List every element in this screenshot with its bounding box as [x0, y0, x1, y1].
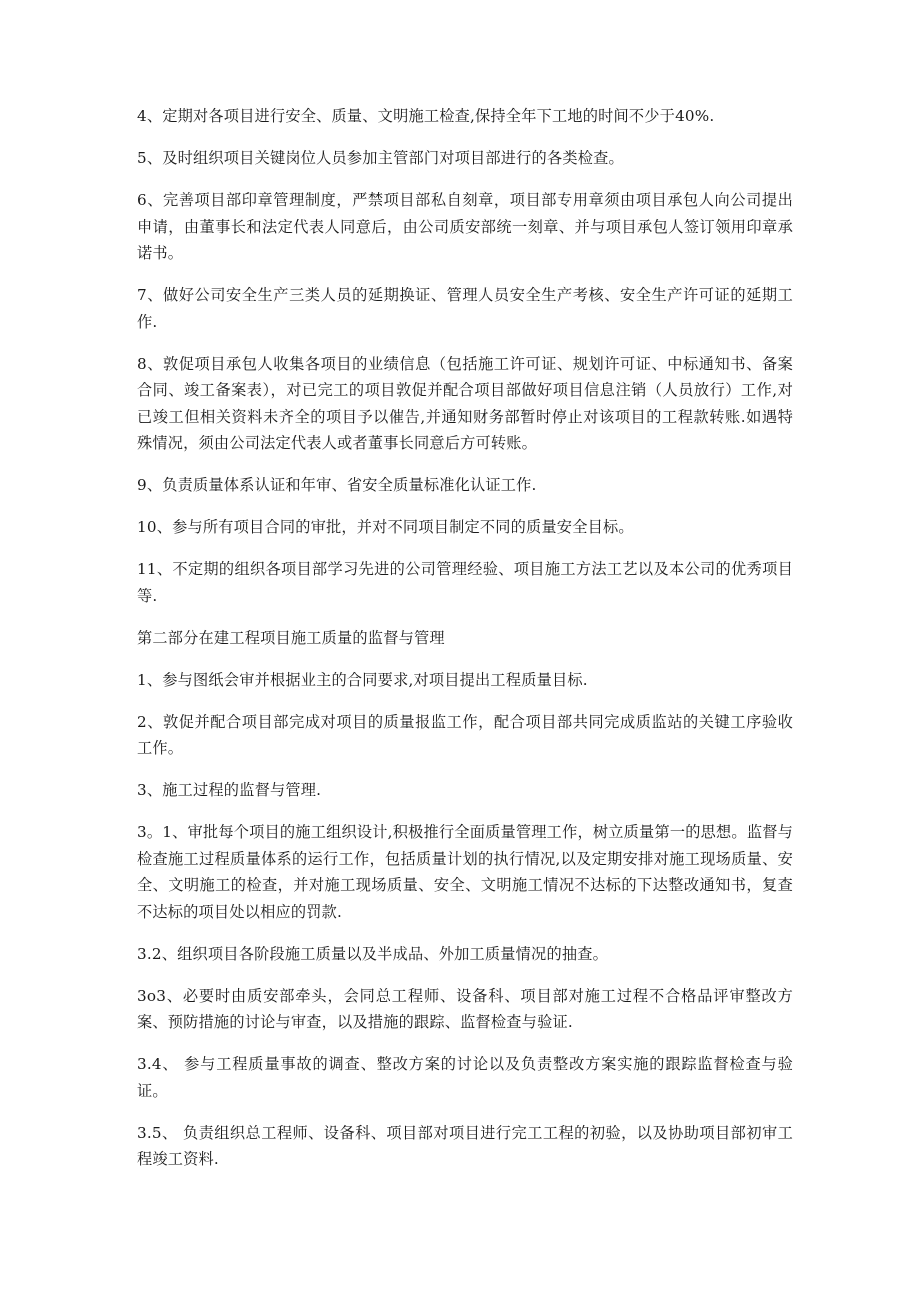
section-heading: 第二部分在建工程项目施工质量的监督与管理 — [137, 628, 445, 647]
paragraph-item-3-5: 3.5、 负责组织总工程师、设备科、项目部对项目进行完工工程的初验，以及协助项目部初审工程竣工资料. — [137, 1123, 793, 1168]
paragraph-item-2: 2、敦促并配合项目部完成对项目的质量报监工作，配合项目部共同完成质监站的关键工序验收工作。 — [137, 712, 793, 757]
paragraph-item-3-1: 3。1、审批每个项目的施工组织设计,积极推行全面质量管理工作，树立质量第一的思想。监督与检查施工过程质量体系的运行工作，包括质量计划的执行情况,以及定期安排对施工现场质量、安全、文明施工的检查，并对施工现场质量、安全、文明施工情况不达标的下达整改通知书，复查不达标的项目处以相应的罚款. — [137, 823, 793, 921]
paragraph-item-6: 6、完善项目部印章管理制度，严禁项目部私自刻章，项目部专用章须由项目承包人向公司提出申请，由董事长和法定代表人同意后，由公司质安部统一刻章、并与项目承包人签订领用印章承诺书。 — [137, 191, 793, 262]
paragraph-item-3-3: 3o3、必要时由质安部牵头，会同总工程师、设备科、项目部对施工过程不合格品评审整改方案、预防措施的讨论与审查，以及措施的跟踪、监督检查与验证. — [137, 986, 793, 1031]
paragraph-item-9: 9、负责质量体系认证和年审、省安全质量标准化认证工作. — [137, 476, 537, 494]
paragraph-item-10: 10、参与所有项目合同的审批，并对不同项目制定不同的质量安全目标。 — [137, 518, 634, 536]
paragraph-item-7: 7、做好公司安全生产三类人员的延期换证、管理人员安全生产考核、安全生产许可证的延期工作. — [137, 286, 793, 331]
paragraph-item-11: 11、不定期的组织各项目部学习先进的公司管理经验、项目施工方法工艺以及本公司的优秀项目等. — [137, 560, 793, 605]
paragraph-item-1: 1、参与图纸会审并根据业主的合同要求,对项目提出工程质量目标. — [137, 670, 588, 689]
paragraph-item-3: 3、施工过程的监督与管理. — [137, 781, 322, 799]
paragraph-item-5: 5、及时组织项目关键岗位人员参加主管部门对项目部进行的各类检查。 — [137, 149, 624, 167]
paragraph-item-8: 8、敦促项目承包人收集各项目的业绩信息（包括施工许可证、规划许可证、中标通知书、备案合同、竣工备案表），对已完工的项目敦促并配合项目部做好项目信息注销（人员放行）工作,对已竣工但相关资料未齐全的项目予以催告,并通知财务部暂时停止对该项目的工程款转账.如遇特殊情况，须由公司法定代表人或者董事长同意后方可转账。 — [137, 354, 793, 452]
paragraph-item-3-4: 3.4、 参与工程质量事故的调查、整改方案的讨论以及负责整改方案实施的跟踪监督检查与验证。 — [137, 1055, 793, 1100]
document-page — [137, 103, 793, 1188]
paragraph-item-3-2: 3.2、组织项目各阶段施工质量以及半成品、外加工质量情况的抽查。 — [137, 944, 608, 963]
paragraph-item-4: 4、定期对各项目进行安全、质量、文明施工检查,保持全年下工地的时间不少于40%. — [137, 107, 715, 125]
